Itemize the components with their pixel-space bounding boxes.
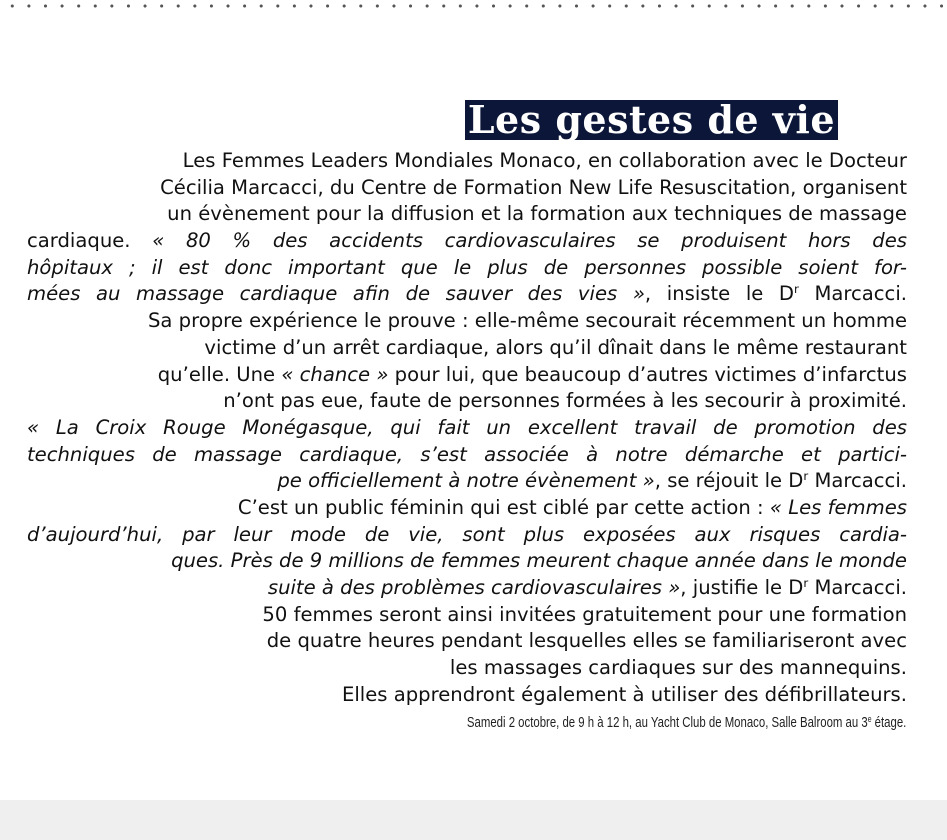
superscript: r (794, 282, 799, 297)
superscript: r (803, 575, 809, 590)
body-line (27, 575, 907, 602)
body-line (27, 468, 907, 495)
text-run: Elles apprendront également à utiliser des défibrillateurs. (341, 682, 907, 706)
body-line (27, 175, 907, 202)
text-run: de quatre heures pendant lesquelles elles se familiariseront avec (266, 629, 907, 653)
text-run: les massages cardiaques sur des mannequins. (449, 656, 907, 680)
body-line (27, 415, 907, 442)
body-line (27, 228, 907, 255)
text-run: Cécilia Marcacci, du Centre de Formation New Life Resuscitation, organisent (160, 175, 907, 199)
text-run: cardiaque. (27, 229, 153, 253)
body-line (27, 495, 907, 522)
superscript: r (803, 469, 809, 484)
text-run: victime d’un arrêt cardiaque, alors qu’il dînait dans le même restaurant (204, 335, 907, 359)
page-footer-band (0, 800, 947, 840)
caption-superscript: e (867, 713, 872, 724)
italic-quote: pe officiellement à notre évènement » (277, 469, 655, 493)
body-line (27, 442, 907, 469)
italic-quote: « chance » (281, 362, 389, 386)
italic-quote: hôpitaux ; il est donc important que le plus de personnes possible soient for- (27, 255, 907, 279)
italic-quote: d’aujourd’hui, par leur mode de vie, sont plus exposées aux risques cardia- (27, 522, 907, 546)
text-run: Marcacci. (798, 282, 907, 306)
text-run: pour lui, que beaucoup d’autres victimes d’infarctus (388, 362, 907, 386)
body-line (27, 255, 907, 282)
body-line (27, 388, 907, 415)
body-line (27, 335, 907, 362)
text-run: Marcacci. (808, 469, 907, 493)
text-run: 50 femmes seront ainsi invitées gratuitement pour une formation (262, 602, 907, 626)
italic-quote: techniques de massage cardiaque, s’est associée à notre démarche et partici- (27, 442, 907, 466)
body-line (27, 602, 907, 629)
article-body (27, 148, 907, 708)
body-line (27, 148, 907, 175)
text-run: Sa propre expérience le prouve : elle-même secourait récemment un homme (148, 309, 907, 333)
article-title: Les gestes de vie (465, 100, 838, 140)
italic-quote: suite à des problèmes cardiovasculaires » (267, 576, 681, 599)
body-line (27, 628, 907, 655)
text-run: , justifie le D (680, 576, 804, 599)
body-line (27, 548, 907, 575)
body-line (27, 201, 907, 228)
text-run: Les Femmes Leaders Mondiales Monaco, en collaboration avec le Docteur (182, 149, 907, 172)
body-line (27, 522, 907, 549)
body-line (27, 655, 907, 682)
body-line (27, 281, 907, 308)
italic-quote: « 80 % des accidents cardiovasculaires se produisent hors des (152, 229, 907, 253)
event-caption (467, 714, 906, 732)
italic-quote: « La Croix Rouge Monégasque, qui fait un excellent travail de promotion des (27, 415, 907, 439)
text-run: un évènement pour la diffusion et la formation aux techniques de massage (167, 202, 907, 226)
text-run: Marcacci. (808, 576, 907, 599)
italic-quote: « Les femmes (769, 495, 907, 519)
body-line (27, 362, 907, 389)
caption-text: Samedi 2 octobre, de 9 h à 12 h, au Yacht Club de Monaco, Salle Balroom au 3 (466, 715, 868, 731)
body-line (27, 682, 907, 709)
text-run: , se réjouit le D (654, 469, 804, 493)
italic-quote: ques. Près de 9 millions de femmes meurent chaque année dans le monde (171, 549, 907, 573)
italic-quote: mées au massage cardiaque afin de sauver des vies » (27, 282, 645, 306)
text-run: n’ont pas eue, faute de personnes formées à les secourir à proximité. (223, 389, 907, 413)
text-run: , insiste le D (644, 282, 795, 306)
text-run: qu’elle. Une (157, 362, 282, 386)
caption-tail: étage. (871, 715, 906, 731)
body-line (27, 308, 907, 335)
text-run: C’est un public féminin qui est ciblé par cette action : (237, 495, 770, 519)
